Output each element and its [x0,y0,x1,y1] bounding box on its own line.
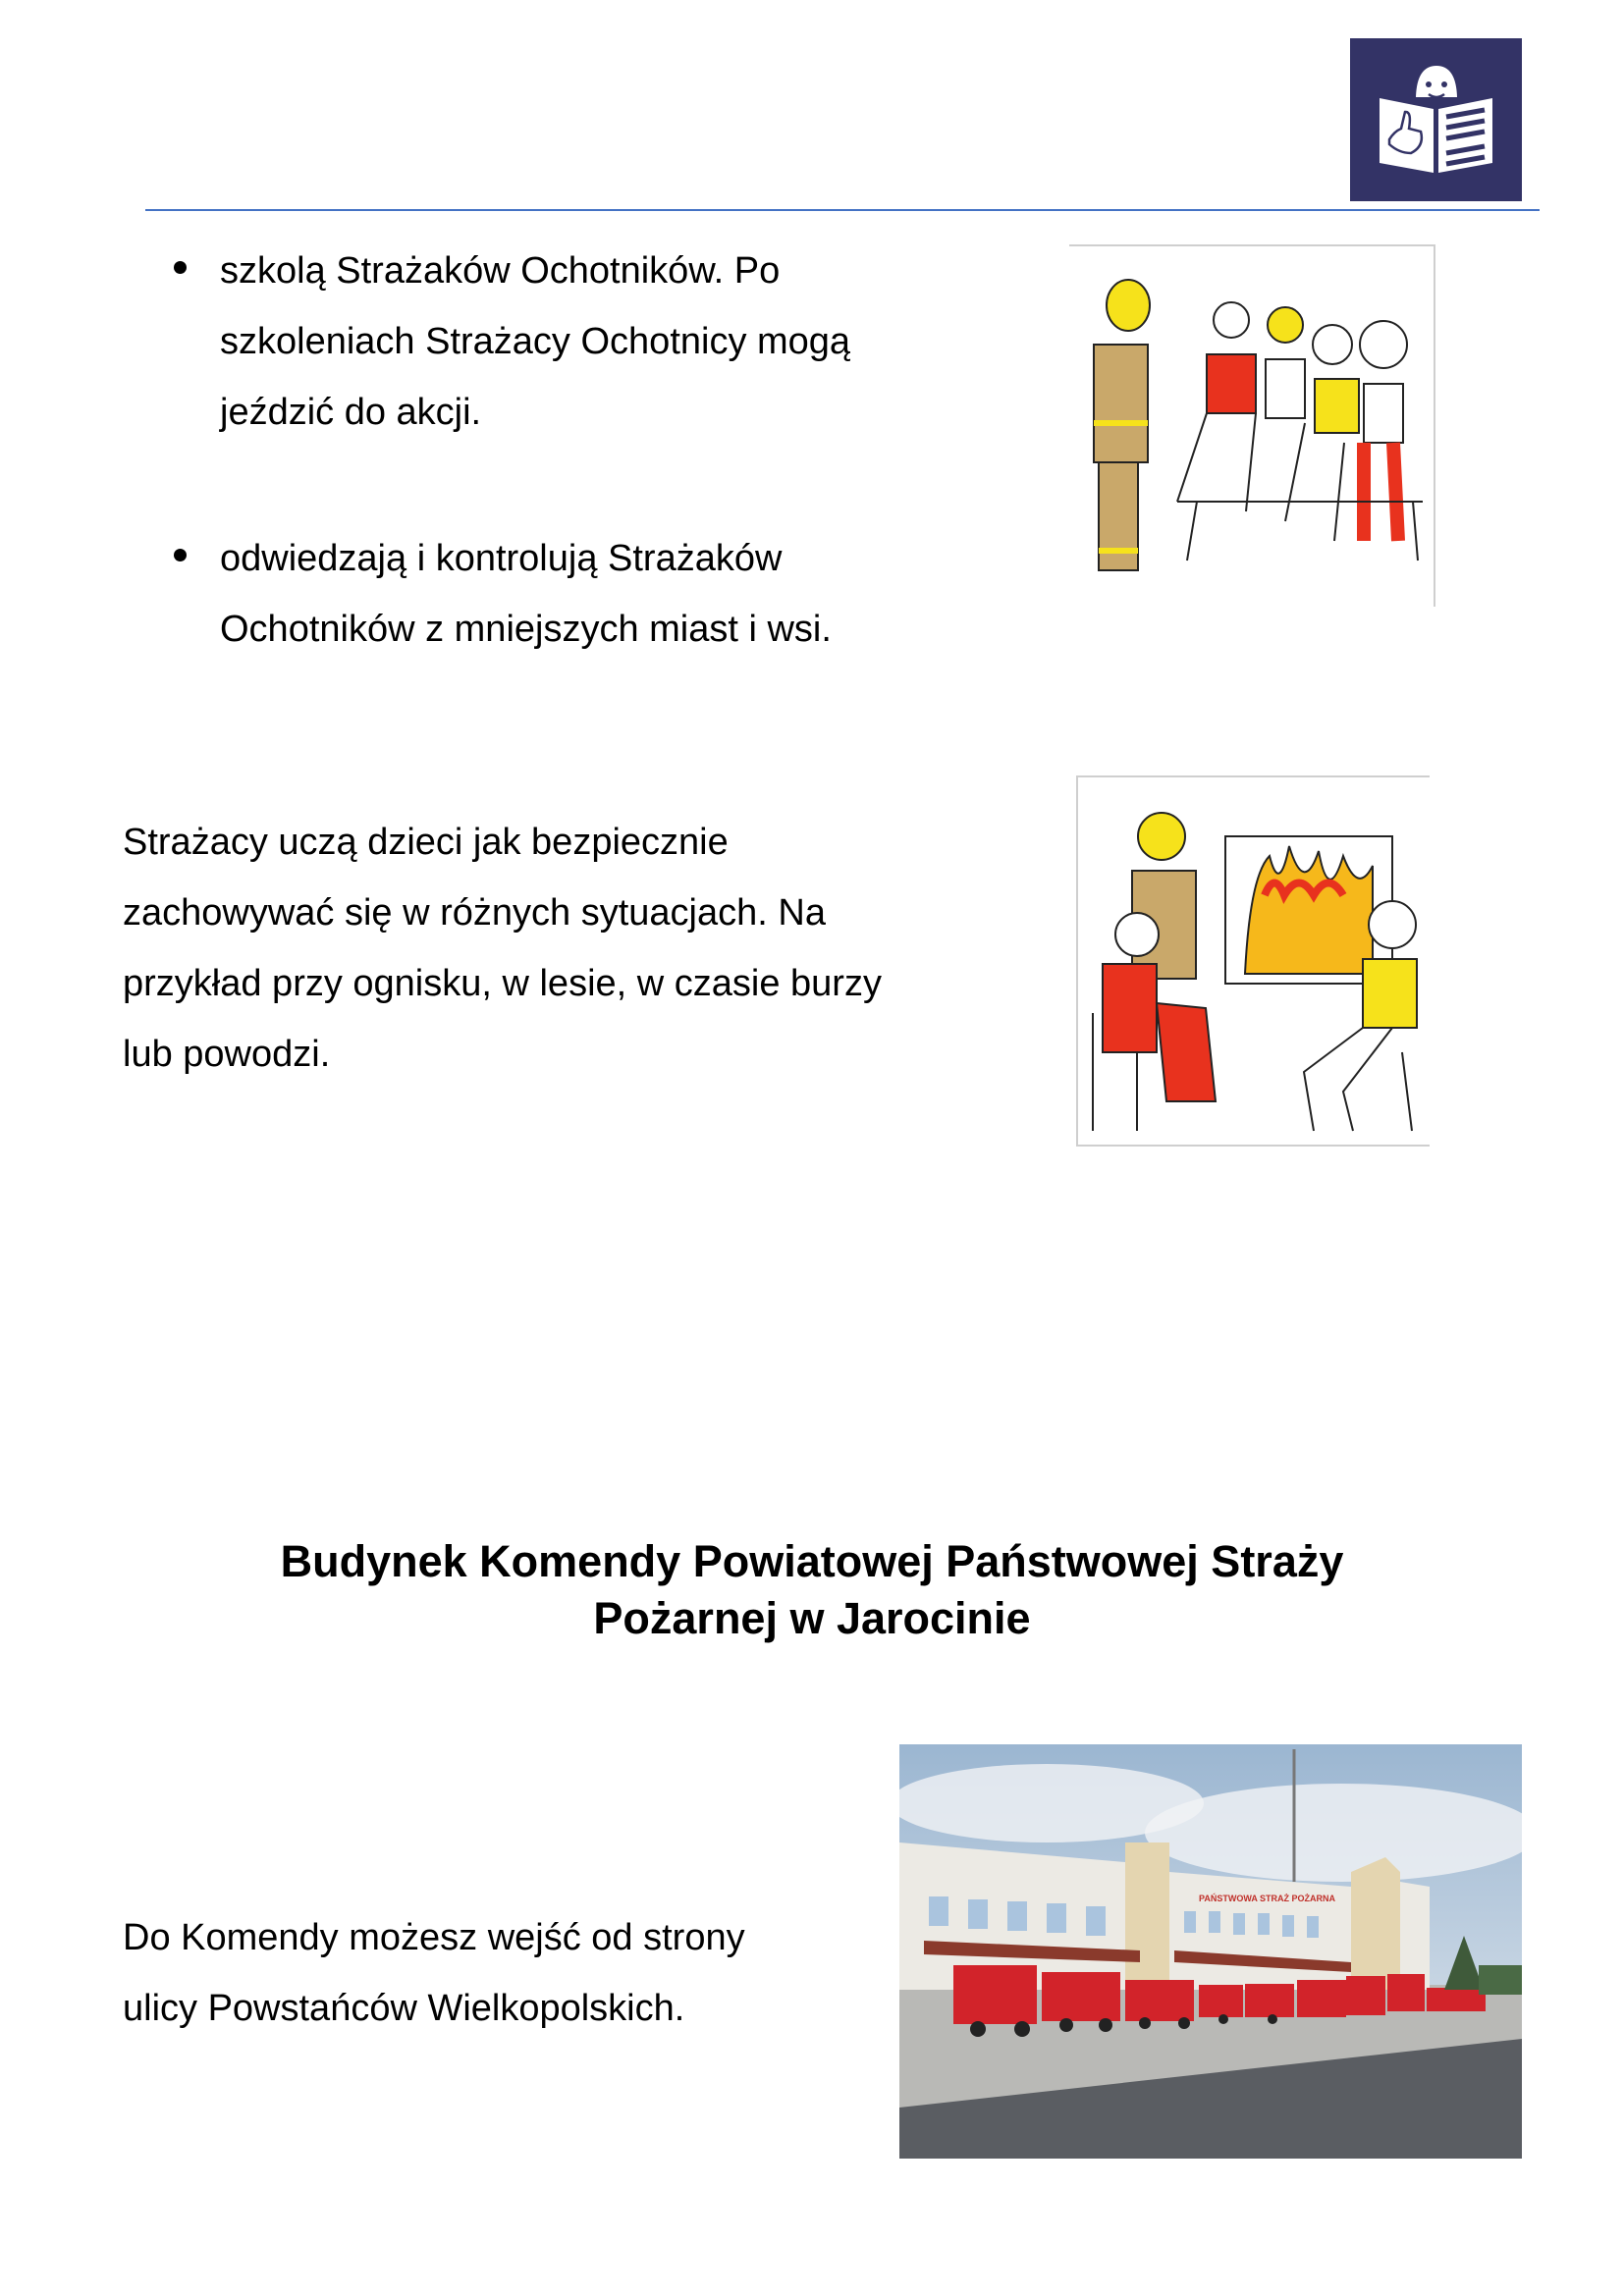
text-line: lub powodzi. [123,1034,331,1075]
children-safety-paragraph [123,807,882,1090]
header-rule [145,209,1540,211]
text-line: ulicy Powstańców Wielkopolskich. [123,1988,685,2029]
text-line: zachowywać się w różnych sytuacjach. Na [123,892,826,934]
easy-to-read-icon [1350,38,1522,201]
bullet-marker [174,549,187,561]
fire-safety-lesson-illustration [1076,775,1430,1147]
text-line: przykład przy ognisku, w lesie, w czasie burzy [123,963,882,1004]
bullet-text [220,236,850,448]
section-heading [0,1533,1624,1647]
text-line: Do Komendy możesz wejść od strony [123,1917,745,1958]
training-illustration [1069,244,1435,607]
text-line: szkolą Strażaków Ochotników. Po [220,250,781,292]
easy-to-read-logo [1350,38,1522,201]
entrance-paragraph [123,1902,745,2044]
station-sign: PAŃSTWOWA STRAŻ POŻARNA [1199,1894,1335,1903]
heading-line: Pożarnej w Jarocinie [593,1593,1031,1643]
bullet-marker [174,261,187,274]
text-line: szkoleniach Strażacy Ochotnicy mogą [220,321,851,362]
text-line: jeździć do akcji. [220,392,482,433]
text-line: Ochotników z mniejszych miast i wsi. [220,609,832,650]
bullet-text [220,523,832,665]
text-line: Strażacy uczą dzieci jak bezpiecznie [123,822,729,863]
text-line: odwiedzają i kontrolują Strażaków [220,538,783,579]
heading-line: Budynek Komendy Powiatowej Państwowej Straży [280,1536,1344,1586]
fire-station-photo [899,1744,1522,2159]
